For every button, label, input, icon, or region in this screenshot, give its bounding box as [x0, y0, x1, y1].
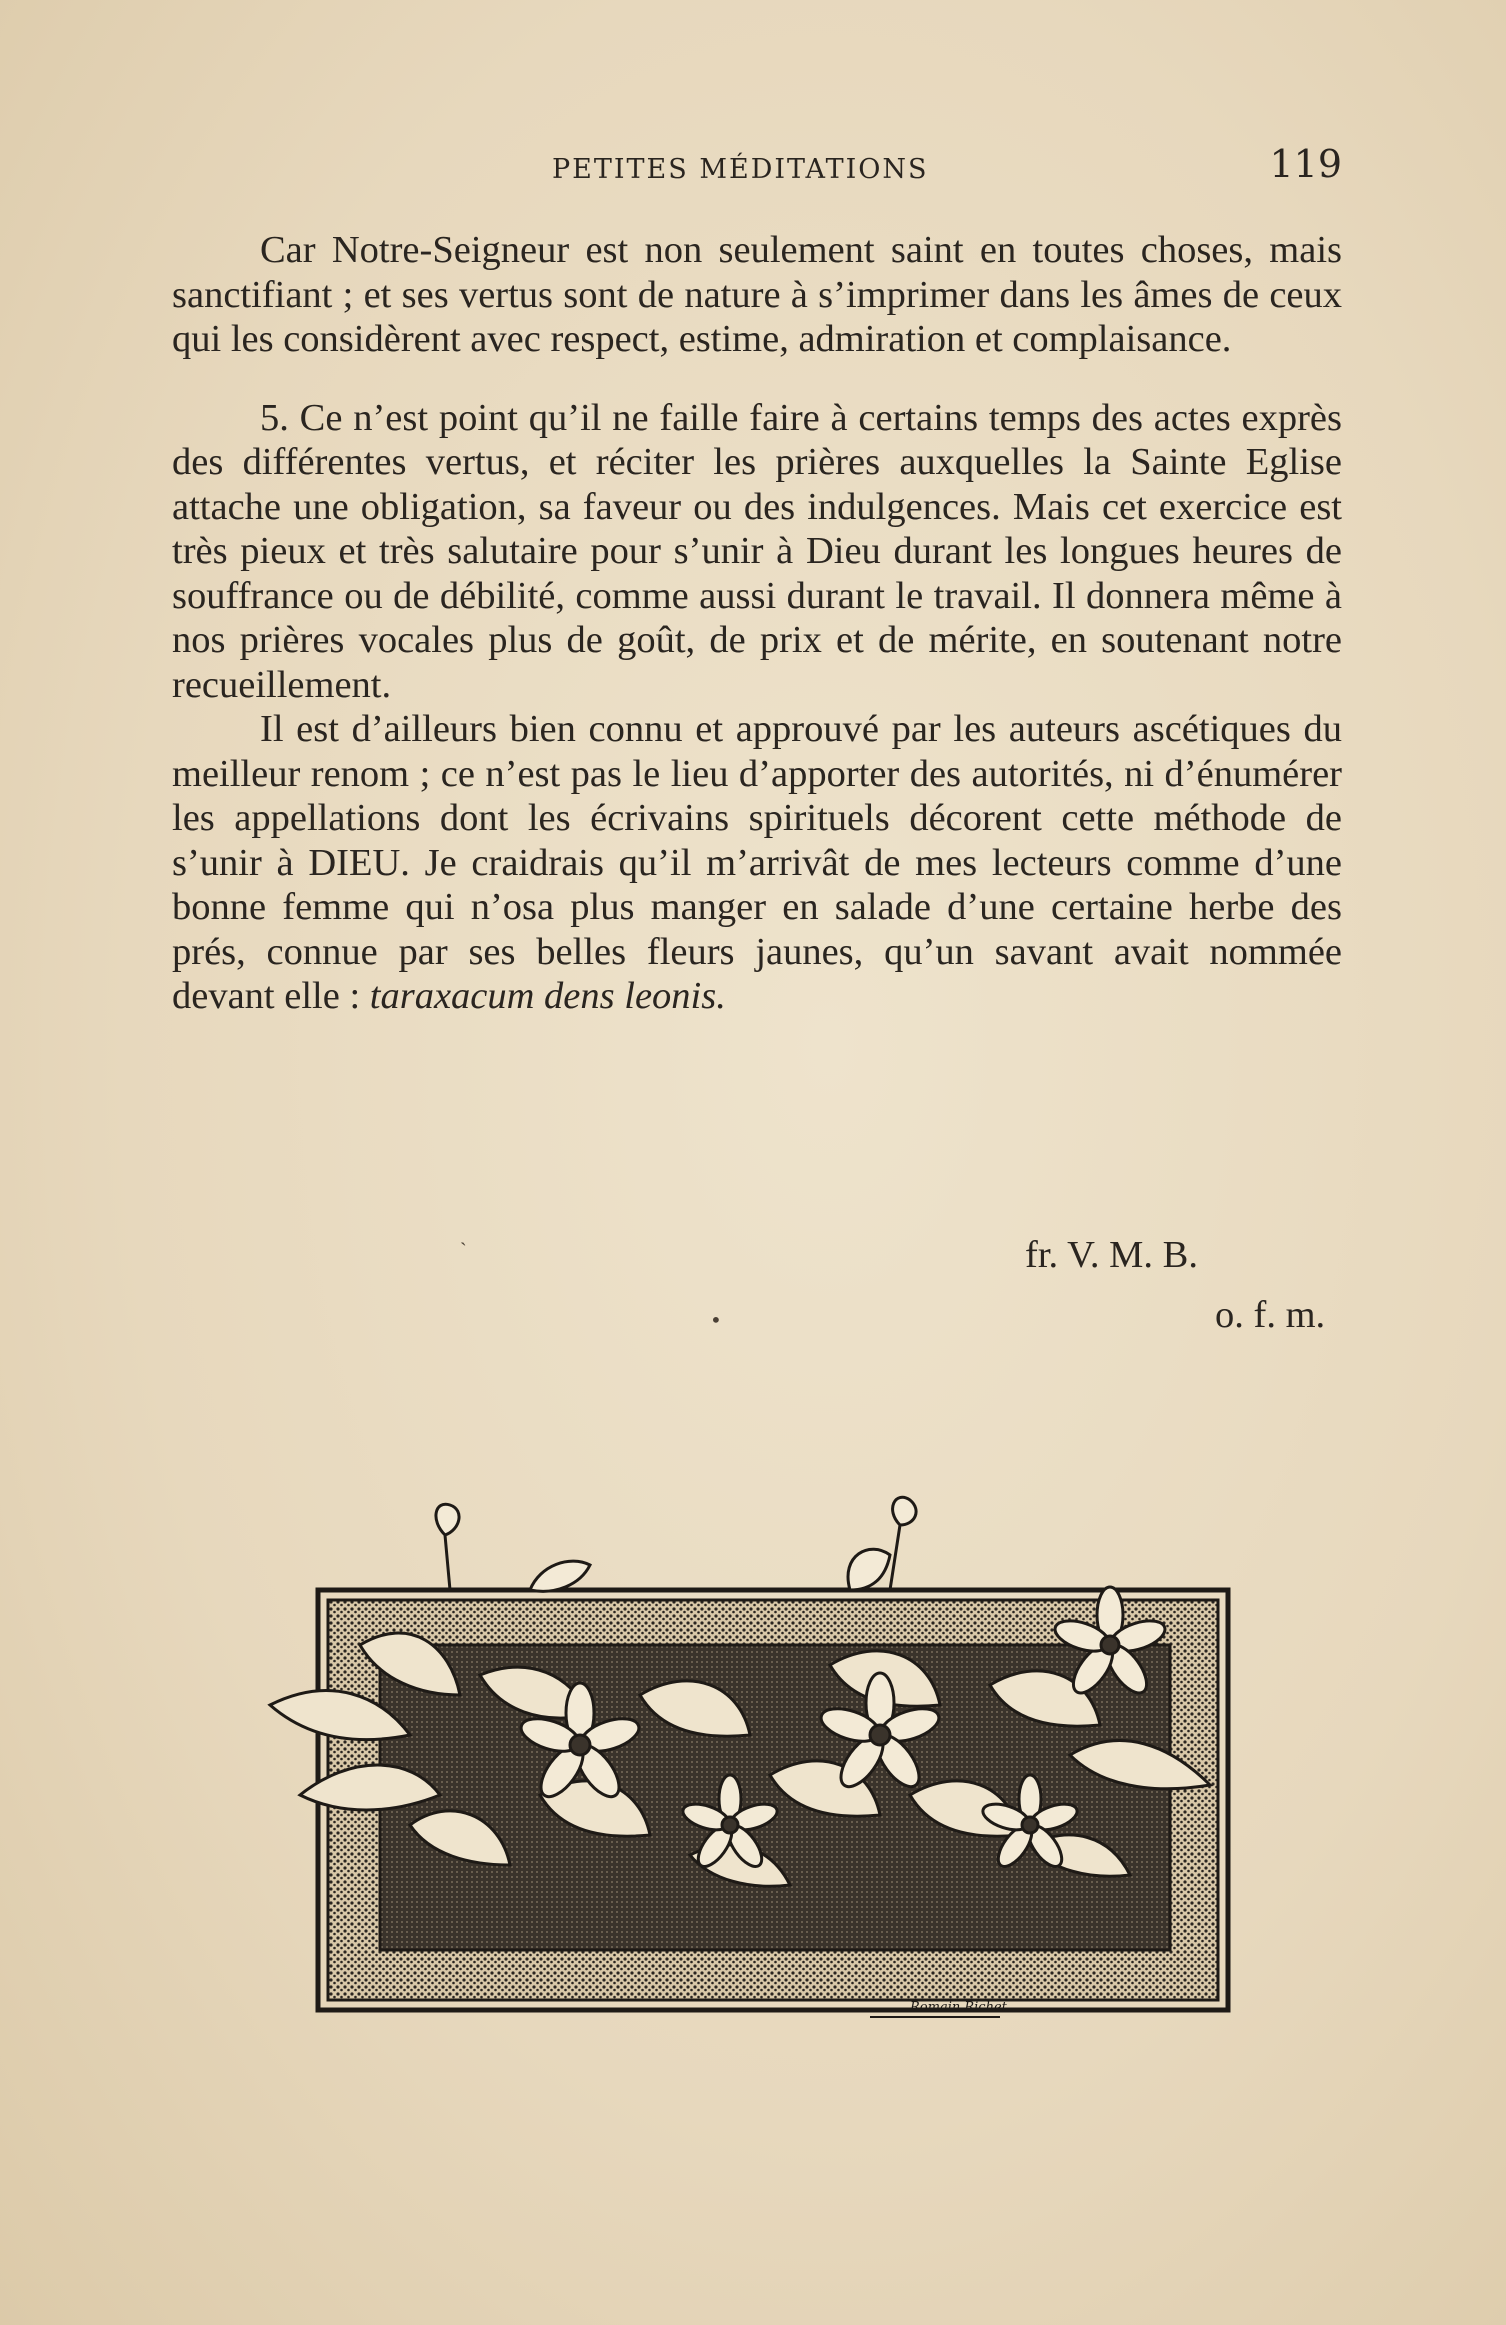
page-header [172, 142, 1342, 192]
stray-tick: ˏ [460, 1222, 467, 1246]
page-number: 119 [1269, 142, 1342, 186]
stray-dot: • [710, 1308, 722, 1332]
floral-engraving-svg [210, 1495, 1320, 2055]
signature-order: o. f. m. [1215, 1294, 1326, 1336]
latin-plant-name: taraxacum dens leonis. [369, 975, 726, 1017]
paragraph-1: Car Notre-Seigneur est non seulement saint en toutes choses, mais sanctifiant ; et ses vertus sont de nature à s’imprimer dans les âmes de ceux qui les considèrent avec respect, estime, admiration et complaisance. [172, 229, 1342, 360]
body-text [172, 228, 1342, 1019]
paragraph-2: 5. Ce n’est point qu’il ne faille faire à certains temps des actes exprès des différentes vertus, et réciter les prières auxquelles la Sainte Eglise attache une obligation, sa faveur ou des indulgences. Mais cet exercice est très pieux et très salutaire pour s’unir à Dieu durant les longues heures de souffrance ou de débilité, comme aussi durant le travail. Il donnera même à nos prières vocales plus de goût, de prix et de mérite, en soutenant notre recueillement. [172, 396, 1342, 706]
floral-vignette [210, 1495, 1320, 2055]
paragraph-3-text: Il est d’ailleurs bien connu et approuvé par les auteurs ascétiques du meilleur renom ; ce n’est pas le lieu d’apporter des autorités, ni d’énumérer les appellations dont les écrivains spirituels décorent cette méthode de s’unir à DIEU. Je craidrais qu’il m’arrivât de mes lecteurs comme d’une bonne femme qui n’osa plus manger en salade d’une certaine herbe des prés, connue par ses belles fleurs jaunes, qu’un savant avait nommée devant elle : [172, 708, 1342, 1017]
paragraph-3 [172, 707, 1342, 1019]
signature-block [1025, 1225, 1325, 1345]
artist-signature: Romain Richet [910, 2000, 1007, 2015]
running-head: PETITES MÉDITATIONS [552, 154, 929, 185]
signature-name: fr. V. M. B. [1025, 1234, 1198, 1276]
